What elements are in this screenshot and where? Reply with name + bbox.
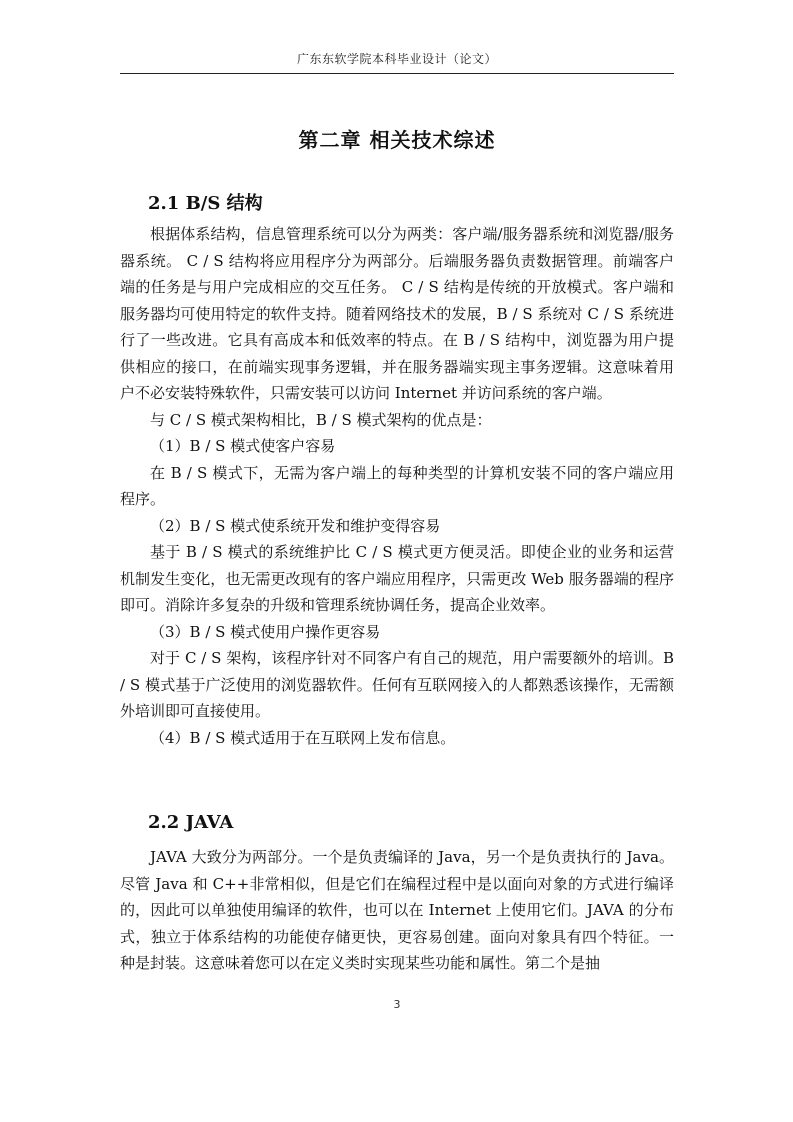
paragraph: JAVA 大致分为两部分。一个是负责编译的 Java，另一个是负责执行的 Java。尽管 Java 和 C++非常相似，但是它们在编程过程中是以面向对象的方式进行编译的，因此可以单独使用编译的软件，也可以在 Internet 上使用它们。JAVA 的分布式，独立于体系结构的功能使存储更快，更容易创建。面向对象具有四个特征。一种是封装。这意味着您可以在定义类时实现某些功能和属性。第二个是抽 — [120, 848, 674, 972]
page-number: 3 — [393, 998, 401, 1011]
paragraph: 在 B / S 模式下，无需为客户端上的每种类型的计算机安装不同的客户端应用程序。 — [120, 463, 674, 508]
paragraph: 与 C / S 模式架构相比，B / S 模式架构的优点是： — [150, 410, 492, 429]
list-item-heading: （2）B / S 模式使系统开发和维护变得容易 — [150, 516, 441, 535]
list-item-heading: （3）B / S 模式使用户操作更容易 — [150, 622, 381, 641]
header-rule — [120, 73, 674, 74]
paragraph: 根据体系结构，信息管理系统可以分为两类：客户端/服务器系统和浏览器/服务器系统。 C / S 结构将应用程序分为两部分。后端服务器负责数据管理。前端客户端的任务是与用户完成相应的交互任务。 C / S 结构是传统的开放模式。客户端和服务器均可使用特定的软件支持。随着网络技术的发展，B / S 系统对 C / S 系统进行了一些改进。它具有高成本和低效率的特点。在 B / S 结构中，浏览器为用户提供相应的接口，在前端实现事务逻辑，并在服务器端实现主事务逻辑。这意味着用户不必安装特殊软件，只需安装可以访问 Internet 并访问系统的客户端。 — [120, 225, 674, 402]
section-heading-2-2: 2.2 JAVA — [148, 812, 234, 833]
section-body-2-2 — [120, 844, 674, 977]
paragraph: 基于 B / S 模式的系统维护比 C / S 模式更方便灵活。即使企业的业务和运营机制发生变化，也无需更改现有的客户端应用程序，只需更改 Web 服务器端的程序即可。消除许多复杂的升级和管理系统协调任务，提高企业效率。 — [120, 543, 674, 614]
paragraph: 对于 C / S 架构，该程序针对不同客户有自己的规范，用户需要额外的培训。B / S 模式基于广泛使用的浏览器软件。任何有互联网接入的人都熟悉该操作，无需额外培训即可直接使用。 — [120, 649, 674, 720]
section-body-2-1 — [120, 221, 674, 751]
page-header: 广东东软学院本科毕业设计（论文） — [296, 52, 497, 66]
list-item-heading: （4）B / S 模式适用于在互联网上发布信息。 — [150, 728, 456, 747]
list-item-heading: （1）B / S 模式使客户容易 — [150, 437, 336, 455]
section-heading-2-1: 2.1 B/S 结构 — [148, 193, 263, 214]
chapter-title: 第二章 相关技术综述 — [298, 128, 496, 152]
